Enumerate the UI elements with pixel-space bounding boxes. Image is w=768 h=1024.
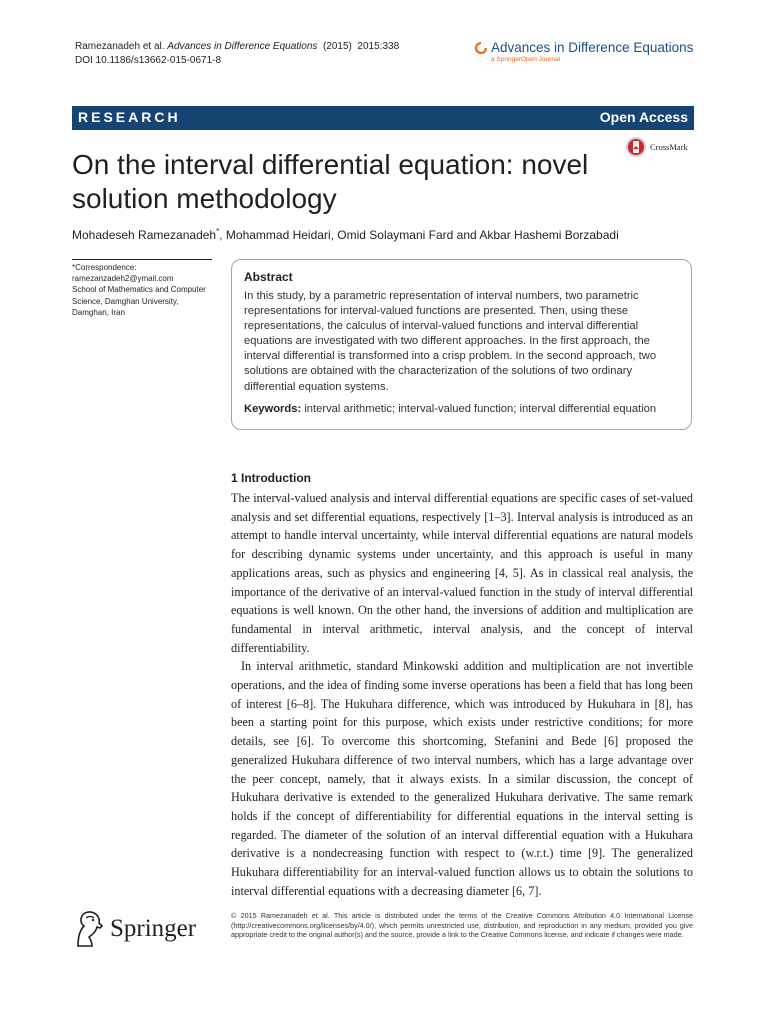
- journal-logo[interactable]: [475, 40, 695, 63]
- sidebar-rule: [72, 259, 212, 260]
- correspondence-label: *Correspondence:: [72, 263, 137, 272]
- author-corresponding-mark: *: [216, 227, 220, 236]
- open-access-label: Open Access: [599, 109, 688, 125]
- author-name: , Mohammad Heidari, Omid Solaymani Fard and Akbar Hashemi Borzabadi: [219, 228, 619, 242]
- journal-logo-sub: a SpringerOpen Journal: [491, 56, 561, 63]
- springer-logo[interactable]: [72, 910, 196, 948]
- crossmark-badge[interactable]: [625, 136, 688, 158]
- springer-wordmark: Springer: [110, 915, 197, 942]
- abstract-heading: Abstract: [244, 270, 293, 284]
- crossmark-label: CrossMark: [650, 142, 688, 152]
- article-type-label: RESEARCH: [78, 109, 181, 125]
- keywords-value: interval arithmetic; interval-valued function; interval differential equation: [304, 403, 657, 415]
- journal-logo-name: Advances in Difference Equations: [491, 40, 694, 55]
- springeropen-icon: [475, 42, 487, 54]
- keywords-label: Keywords:: [244, 403, 302, 415]
- paragraph: In interval arithmetic, standard Minkowski addition and multiplication are not invertible operations, and the idea of finding some inverse operations has been a field that has long been of interest [6–8]. The Hukuhara difference, which was introduced by Hukuhara in [8], has been a starting point for this purpose, which exists under restrictive conditions; for more details, see [6]. To overcome this shortcoming, Stefanini and Bede [6] proposed the generalized Hukuhara difference of two interval numbers, which has a large advantage over the peer concept, namely, that it always exists. In a similar discussion, the concept of Hukuhara derivative is extended to the generalized Hukuhara derivative. The same remark holds if the concept of differentiability for differential equations in the interval setting is regarded. The diameter of the solution of an interval differential equation with a Hukuhara derivative is a nondecreasing function with respect to (w.r.t.) time [9]. The generalized Hukuhara differentiability for an interval-valued function allows us to obtain the solutions to interval differential equations with a decreasing diameter [6, 7].: [231, 659, 693, 898]
- citation-doi[interactable]: DOI 10.1186/s13662-015-0671-8: [75, 55, 222, 66]
- keywords-line: [244, 403, 684, 415]
- license-text: © 2015 Ramezanadeh et al. This article is distributed under the terms of the Creative Commons Attribution 4.0 International License (http://creativecommons.org/licenses/by/4.0/), which permits unrestricted use, distribution, and reproduction in any medium, provided you give appropriate credit to the original author(s) and the source, provide a link to the Creative Commons license, and indicate if changes were made.: [231, 911, 693, 939]
- paragraph: The interval-valued analysis and interval differential equations are specific cases of set-valued analysis and set differential equations, respectively [1–3]. Interval analysis is introduced as an attempt to handle interval uncertainty, while interval differential equations are natural models for describing dynamic systems under uncertainty, and this approach is useful in many applications areas, such as physics and engineering [4, 5]. As in classical real analysis, the importance of the derivative of an interval-valued function in the study of interval differential equations is well known. On the other hand, the inversions of addition and multiplication are fundamental in interval arithmetic, interval analysis, and the concept of interval differentiability.: [231, 491, 693, 655]
- author-name: Mohadeseh Ramezanadeh: [72, 228, 217, 242]
- author-list: [72, 227, 692, 242]
- citation-article-no: 2015:338: [357, 41, 400, 52]
- citation-year: (2015): [322, 41, 352, 52]
- correspondence-block: [72, 262, 210, 318]
- section-heading: 1 Introduction: [231, 471, 311, 485]
- citation-journal: Advances in Difference Equations: [167, 41, 318, 52]
- citation-authors: Ramezanadeh et al.: [75, 41, 165, 52]
- abstract-box: [231, 259, 692, 430]
- article-type-banner: [72, 106, 694, 130]
- correspondence-affiliation: School of Mathematics and Computer Science, Damghan University, Damghan, Iran: [72, 285, 206, 317]
- citation-header: [75, 40, 399, 68]
- springer-horse-icon: [72, 910, 104, 948]
- section-body: [231, 489, 693, 900]
- article-title: On the interval differential equation: novel solution methodology: [72, 149, 589, 214]
- abstract-text: In this study, by a parametric representation of interval numbers, two parametric representations for interval-valued functions are presented. Then, using these representations, the calculus of interval-valued functions and interval differential equations are investigated with two different approaches. In the first approach, the interval differential is transformed into a crisp problem. In the second approach, two solutions are obtained with the characterization of the solutions of two ordinary differential equation systems.: [244, 290, 657, 393]
- correspondence-email[interactable]: ramezanzadeh2@ymail.com: [72, 274, 174, 284]
